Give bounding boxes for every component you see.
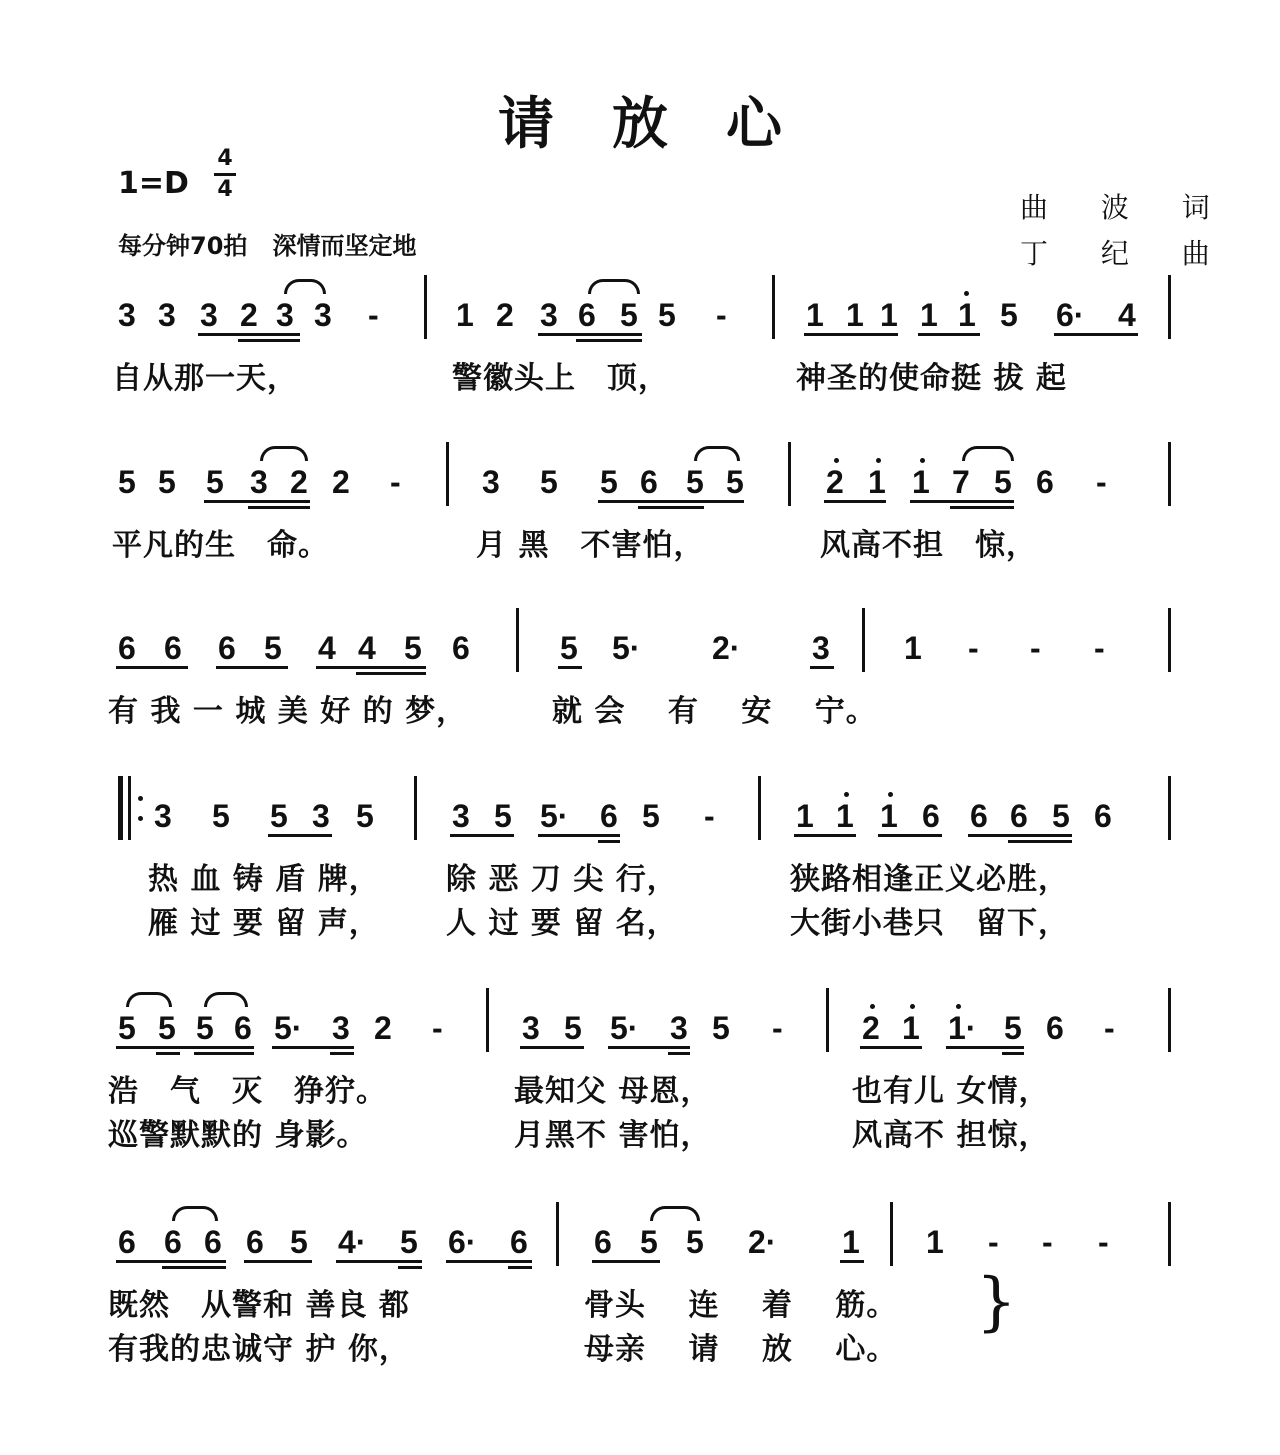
note: 3: [154, 798, 172, 834]
note: 6: [1036, 464, 1054, 500]
beam: [356, 672, 426, 675]
barline: [1168, 442, 1171, 506]
note: 1: [842, 1224, 860, 1260]
beam: [204, 500, 310, 503]
note: 1: [880, 798, 898, 834]
note: 2: [862, 1010, 880, 1046]
lyric-line: 既然 从警和 善良 都: [108, 1288, 410, 1323]
beam: [840, 1260, 864, 1263]
note: 5: [712, 1010, 730, 1046]
barline: [556, 1202, 559, 1266]
note: 6: [204, 1224, 222, 1260]
beam: [918, 333, 980, 336]
lyric-line: 有 我 一 城 美 好 的 梦，: [108, 694, 468, 729]
barline: [1168, 608, 1171, 672]
note: 6: [234, 1010, 252, 1046]
beam: [116, 666, 188, 669]
barline: [414, 776, 417, 840]
note: 3: [158, 297, 176, 333]
beam: [794, 834, 856, 837]
note: 5: [404, 630, 422, 666]
note: 1: [958, 297, 976, 333]
octave-dot: [844, 792, 849, 797]
beam: [446, 1260, 532, 1263]
note: 4·: [338, 1224, 367, 1260]
note: 2: [332, 464, 350, 500]
note: 1: [836, 798, 854, 834]
lyric-line: 雁 过 要 留 声，: [148, 906, 380, 941]
beam: [272, 1046, 354, 1049]
beam: [520, 1046, 584, 1049]
beam: [336, 1260, 422, 1263]
note: 2: [496, 297, 514, 333]
note: -: [1030, 630, 1041, 666]
beam: [1002, 1052, 1024, 1055]
lyric-line: 自从那一天，: [112, 361, 298, 396]
beam: [824, 500, 886, 503]
note: 5: [356, 798, 374, 834]
lyric-line: 浩 气 灭 狰狞。: [108, 1074, 387, 1109]
beam: [268, 834, 332, 837]
note: 5: [726, 464, 744, 500]
beam: [330, 1052, 354, 1055]
note: -: [1098, 1224, 1109, 1260]
beam: [316, 666, 426, 669]
barline: [424, 275, 427, 339]
lyric-line: 就 会 有 安 宁。: [552, 694, 877, 729]
barline: [758, 776, 761, 840]
note: 1: [796, 798, 814, 834]
barline: [446, 442, 449, 506]
lyric-line: 警徽头上 顶，: [452, 361, 669, 396]
note: 1: [868, 464, 886, 500]
note: 3: [118, 297, 136, 333]
note: 5: [290, 1224, 308, 1260]
note: 5: [206, 464, 224, 500]
slur: [172, 1206, 218, 1221]
note: 6: [452, 630, 470, 666]
beam: [248, 506, 310, 509]
note: 5: [560, 630, 578, 666]
note: 3: [250, 464, 268, 500]
beam: [398, 1266, 422, 1269]
lyric-line: 风高不 担惊，: [852, 1118, 1050, 1153]
note: 5: [118, 1010, 136, 1046]
beam: [198, 333, 300, 336]
note: 1: [456, 297, 474, 333]
note: 3: [522, 1010, 540, 1046]
lyric-line: 狭路相逢正义必胜，: [790, 862, 1069, 897]
note: 7: [952, 464, 970, 500]
lyric-line: 风高不担 惊，: [820, 528, 1037, 563]
beam: [950, 506, 1014, 509]
beam: [592, 1260, 660, 1263]
beam: [804, 333, 898, 336]
note: 2·: [712, 630, 741, 666]
slur: [650, 1206, 700, 1221]
lyric-line: 月 黑 不害怕，: [476, 528, 705, 563]
note: 3: [540, 297, 558, 333]
note: 3: [452, 798, 470, 834]
beam: [668, 1052, 690, 1055]
note: 5: [158, 464, 176, 500]
beam: [538, 333, 642, 336]
lyric-line: 平凡的生 命。: [112, 528, 329, 563]
note: -: [772, 1010, 783, 1046]
note: -: [716, 297, 727, 333]
beam: [910, 500, 1014, 503]
barline: [772, 275, 775, 339]
time-signature: [214, 148, 236, 201]
beam: [162, 1266, 226, 1269]
note: -: [390, 464, 401, 500]
lyric-line: 母亲 请 放 心。: [584, 1332, 898, 1367]
lyric-line: 有我的忠诚守 护 你，: [108, 1332, 410, 1367]
note: 1: [912, 464, 930, 500]
slur: [284, 279, 326, 294]
beam: [878, 834, 942, 837]
barline: [1168, 988, 1171, 1052]
note: 6·: [448, 1224, 477, 1260]
note: 6: [640, 464, 658, 500]
note: 1: [880, 297, 898, 333]
octave-dot: [888, 792, 893, 797]
tempo-text: 每分钟70拍: [118, 232, 248, 260]
lyric-line: 巡警默默的 身影。: [108, 1118, 368, 1153]
beam: [576, 339, 642, 342]
note: 5: [600, 464, 618, 500]
beam: [968, 834, 1072, 837]
octave-dot: [910, 1004, 915, 1009]
note: 3: [482, 464, 500, 500]
note: 1: [904, 630, 922, 666]
beam: [244, 1260, 312, 1263]
note: 5: [270, 798, 288, 834]
note: 2: [290, 464, 308, 500]
note: 6: [970, 798, 988, 834]
lyric-line: 神圣的使命挺 拔 起: [796, 361, 1067, 396]
beam: [1008, 840, 1072, 843]
time-signature-bottom: 4: [217, 177, 233, 202]
beam: [116, 1260, 226, 1263]
beam: [946, 1046, 1024, 1049]
note: 4: [1118, 297, 1136, 333]
lyric-line: 人 过 要 留 名，: [446, 906, 678, 941]
note: 4: [358, 630, 376, 666]
note: -: [368, 297, 379, 333]
lyric-line: 也有儿 女情，: [852, 1074, 1050, 1109]
beam: [810, 666, 834, 669]
note: 1: [902, 1010, 920, 1046]
note: -: [704, 798, 715, 834]
note: 1: [806, 297, 824, 333]
beam: [598, 840, 620, 843]
beam: [598, 500, 744, 503]
barline: [516, 608, 519, 672]
note: 2: [826, 464, 844, 500]
note: 5: [400, 1224, 418, 1260]
note: 5: [620, 297, 638, 333]
note: 5: [264, 630, 282, 666]
note: 4: [318, 630, 336, 666]
lyricist-credit: 曲 波 词: [1020, 191, 1232, 224]
note: 5: [994, 464, 1012, 500]
lyric-line: 骨头 连 着 筋。: [584, 1288, 898, 1323]
slur: [694, 446, 740, 461]
beam: [1054, 333, 1138, 336]
beam: [558, 666, 582, 669]
slur: [588, 279, 640, 294]
note: 3: [276, 297, 294, 333]
note: 3: [200, 297, 218, 333]
lyric-line: 除 恶 刀 尖 行，: [446, 862, 678, 897]
note: -: [968, 630, 979, 666]
beam: [156, 1052, 180, 1055]
note: 6: [594, 1224, 612, 1260]
note: 6: [1010, 798, 1028, 834]
note: -: [988, 1224, 999, 1260]
barline: [1168, 776, 1171, 840]
note: 5: [118, 464, 136, 500]
note: 5: [686, 1224, 704, 1260]
octave-dot: [920, 458, 925, 463]
note: 5: [540, 464, 558, 500]
note: 3: [670, 1010, 688, 1046]
note: 6: [578, 297, 596, 333]
repeat-sign: [118, 776, 123, 840]
note: 6: [118, 1224, 136, 1260]
note: 3: [332, 1010, 350, 1046]
tempo-marking: [118, 226, 416, 261]
verse-brace: }: [976, 1265, 1017, 1339]
note: -: [1094, 630, 1105, 666]
note: 5: [640, 1224, 658, 1260]
lyric-line: 月黑不 害怕，: [514, 1118, 712, 1153]
note: 5: [196, 1010, 214, 1046]
octave-dot: [870, 1004, 875, 1009]
note: 1: [846, 297, 864, 333]
lyric-line: 最知父 母恩，: [514, 1074, 712, 1109]
beam: [216, 666, 288, 669]
note: 6: [1094, 798, 1112, 834]
slur: [204, 992, 248, 1007]
note: 5: [1000, 297, 1018, 333]
beam: [450, 834, 514, 837]
note: 5·: [540, 798, 569, 834]
barline: [788, 442, 791, 506]
note: 6: [118, 630, 136, 666]
beam: [638, 506, 704, 509]
slur: [962, 446, 1014, 461]
note: 6: [1046, 1010, 1064, 1046]
note: 6: [164, 630, 182, 666]
note: 5: [564, 1010, 582, 1046]
lyric-line: 大街小巷只 留下，: [790, 906, 1069, 941]
repeat-dot: [138, 796, 143, 801]
barline: [890, 1202, 893, 1266]
note: 1·: [948, 1010, 977, 1046]
note: 5: [1052, 798, 1070, 834]
note: 6: [164, 1224, 182, 1260]
octave-dot: [964, 291, 969, 296]
note: -: [1096, 464, 1107, 500]
note: 6: [246, 1224, 264, 1260]
composer-credit: 丁 纪 曲: [1020, 237, 1232, 270]
note: -: [432, 1010, 443, 1046]
note: 6: [218, 630, 236, 666]
time-signature-top: 4: [217, 146, 233, 171]
octave-dot: [956, 1004, 961, 1009]
note: 5: [1004, 1010, 1022, 1046]
note: 5·: [274, 1010, 303, 1046]
expression-text: 深情而坚定地: [272, 232, 417, 260]
beam: [116, 1046, 254, 1049]
note: 3: [314, 297, 332, 333]
beam: [194, 1052, 254, 1055]
note: 1: [920, 297, 938, 333]
beam: [608, 1046, 690, 1049]
note: 2: [240, 297, 258, 333]
octave-dot: [876, 458, 881, 463]
note: 5·: [610, 1010, 639, 1046]
note: 6·: [1056, 297, 1085, 333]
note: 6: [600, 798, 618, 834]
octave-dot: [834, 458, 839, 463]
note: -: [1104, 1010, 1115, 1046]
note: 3: [812, 630, 830, 666]
beam: [860, 1046, 922, 1049]
key-signature: 1=D: [118, 166, 189, 201]
slur: [260, 446, 308, 461]
note: 5: [686, 464, 704, 500]
barline: [1168, 1202, 1171, 1266]
barline: [826, 988, 829, 1052]
beam: [538, 834, 620, 837]
note: 5: [658, 297, 676, 333]
note: 5: [494, 798, 512, 834]
barline: [1168, 275, 1171, 339]
note: 6: [510, 1224, 528, 1260]
note: 5: [158, 1010, 176, 1046]
slur: [126, 992, 172, 1007]
repeat-sign-line: [128, 776, 131, 840]
note: 5: [642, 798, 660, 834]
repeat-dot: [138, 816, 143, 821]
note: 3: [312, 798, 330, 834]
note: 5·: [612, 630, 641, 666]
beam: [238, 339, 300, 342]
barline: [862, 608, 865, 672]
note: 5: [212, 798, 230, 834]
note: 2: [374, 1010, 392, 1046]
lyric-line: 热 血 铸 盾 牌，: [148, 862, 380, 897]
song-title: 请放心: [498, 91, 840, 157]
beam: [508, 1266, 532, 1269]
note: 6: [922, 798, 940, 834]
note: 2·: [748, 1224, 777, 1260]
barline: [486, 988, 489, 1052]
note: -: [1042, 1224, 1053, 1260]
note: 1: [926, 1224, 944, 1260]
